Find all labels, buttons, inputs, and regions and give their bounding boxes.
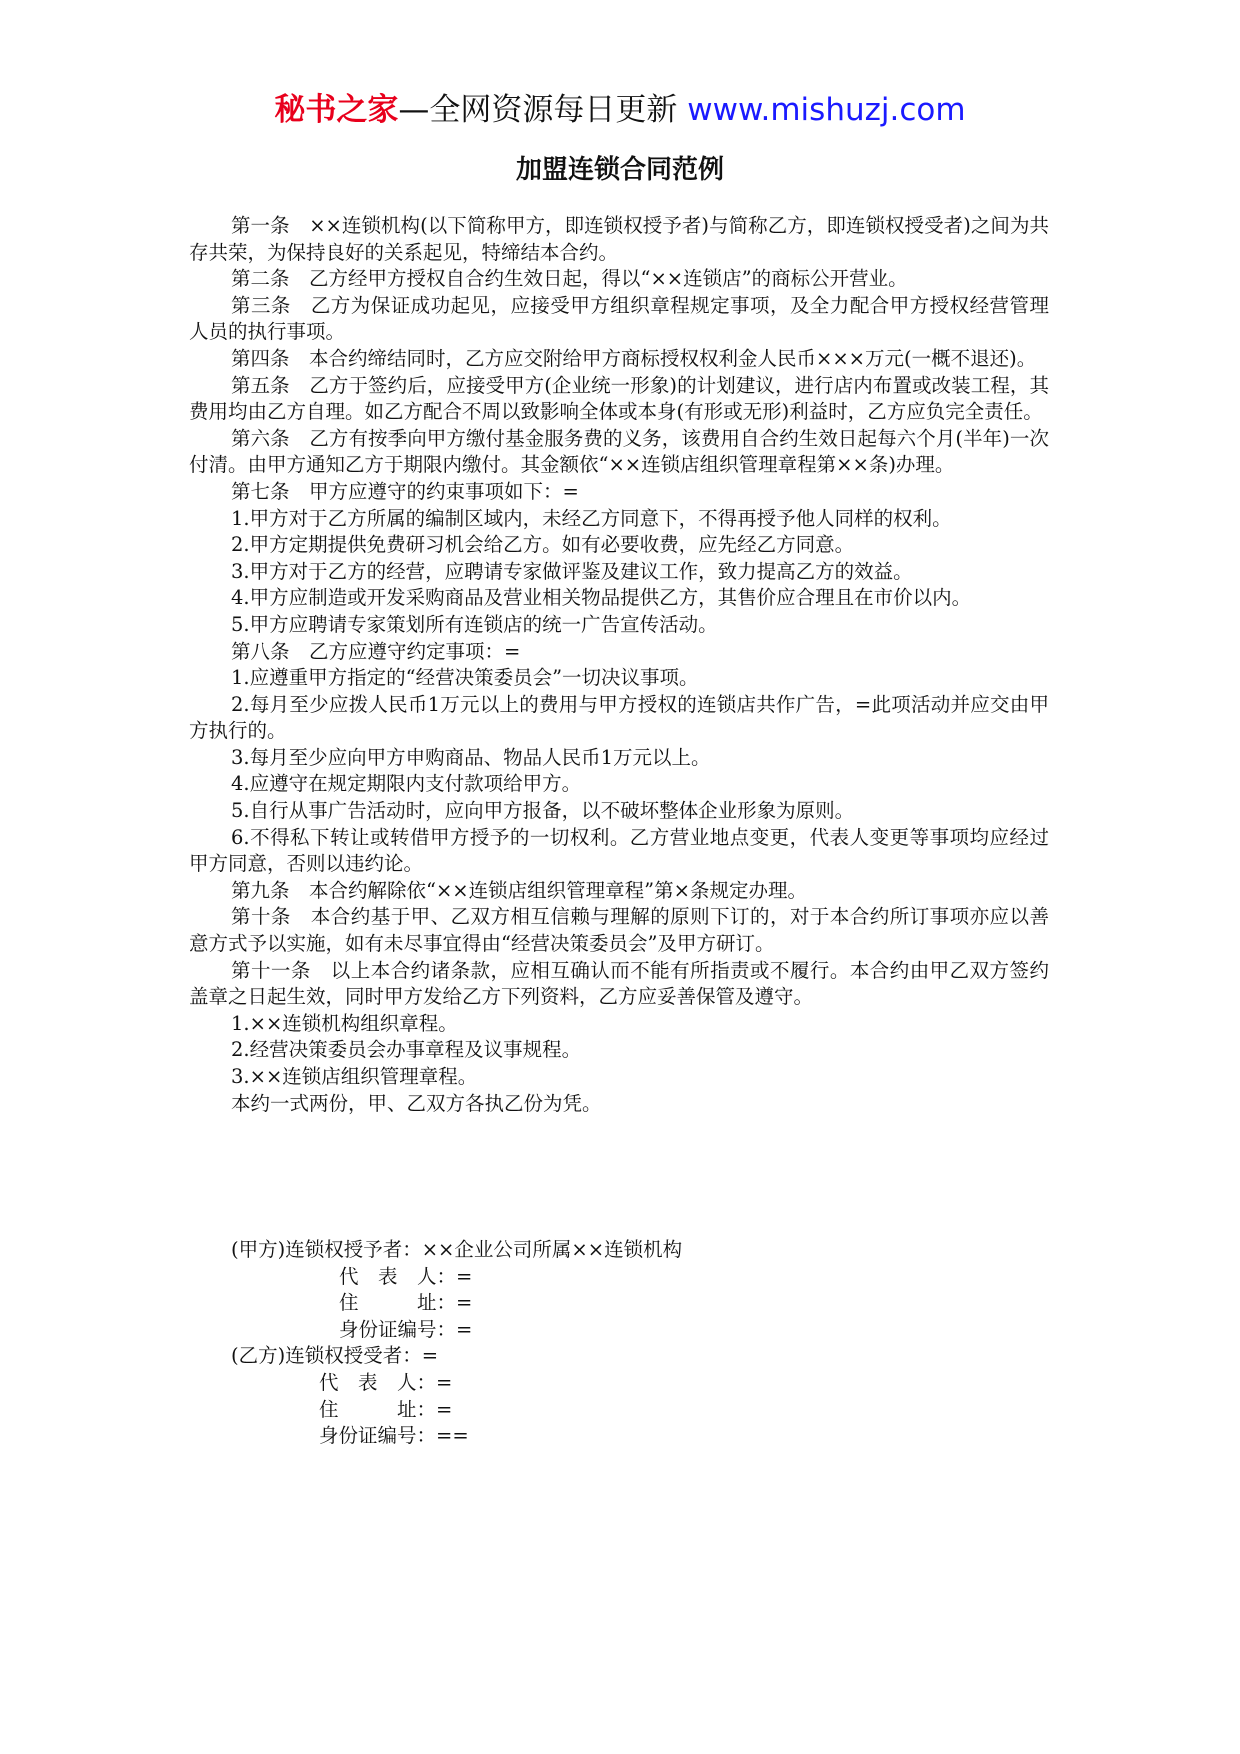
- clause-2: 第二条 乙方经甲方授权自合约生效日起，得以“××连锁店”的商标公开营业。: [231, 267, 908, 291]
- party-b-id-number: 身份证编号：==: [319, 1424, 469, 1448]
- party-b-line: (乙方)连锁权授受者：=: [231, 1344, 439, 1368]
- site-slogan: —全网资源每日更新: [398, 92, 688, 128]
- site-brand: 秘书之家: [274, 92, 399, 128]
- clause-9: 第九条 本合约解除依“××连锁店组织管理章程”第×条规定办理。: [231, 878, 807, 902]
- party-a-id-number: 身份证编号：=: [339, 1317, 473, 1341]
- clause-11-item-2: 2.经营决策委员会办事章程及议事规程。: [231, 1038, 582, 1062]
- clause-10: 第十条 本合约基于甲、乙双方相互信赖与理解的原则下订的，对于本合约所订事项亦应以善意方式予以实施，如有未尽事宜得由“经营决策委员会”及甲方研订。: [189, 905, 1049, 956]
- clause-11-item-3: 3.××连锁店组织管理章程。: [231, 1065, 478, 1088]
- party-b-representative: 代 表 人：=: [319, 1370, 453, 1394]
- clause-11: 第十一条 以上本合约诸条款，应相互确认而不能有所指责或不履行。本合约由甲乙双方签约盖章之日起生效，同时甲方发给乙方下列资料，乙方应妥善保管及遵守。: [189, 958, 1049, 1009]
- party-a-representative: 代 表 人：=: [339, 1264, 473, 1288]
- clause-8-item-3: 3.每月至少应向甲方申购商品、物品人民币1万元以上。: [231, 745, 711, 769]
- clause-8-item-4: 4.应遵守在规定期限内支付款项给甲方。: [231, 772, 582, 796]
- clause-7: 第七条 甲方应遵守的约束事项如下：=: [231, 479, 579, 503]
- document-title: 加盟连锁合同范例: [515, 155, 724, 185]
- clause-7-item-1: 1.甲方对于乙方所属的编制区域内，未经乙方同意下，不得再授予他人同样的权利。: [231, 506, 952, 530]
- clause-1: 第一条 ××连锁机构(以下简称甲方，即连锁权授予者)与简称乙方，即连锁权授受者)之间为共存共荣，为保持良好的关系起见，特缔结本合约。: [189, 214, 1049, 264]
- clause-6: 第六条 乙方有按季向甲方缴付基金服务费的义务，该费用自合约生效日起每六个月(半年)一次付清。由甲方通知乙方于期限内缴付。其金额依“××连锁店组织管理章程第××条)办理。: [189, 426, 1049, 477]
- clause-11-item-1: 1.××连锁机构组织章程。: [231, 1011, 458, 1035]
- clause-5: 第五条 乙方于签约后，应接受甲方(企业统一形象)的计划建议，进行店内布置或改装工程，其费用均由乙方自理。如乙方配合不周以致影响全体或本身(有形或无形)利益时，乙方应负完全责任。: [189, 373, 1049, 424]
- party-a-address: 住 址：=: [339, 1291, 473, 1315]
- clause-3: 第三条 乙方为保证成功起见，应接受甲方组织章程规定事项，及全力配合甲方授权经营管理人员的执行事项。: [189, 293, 1049, 344]
- party-b-address: 住 址：=: [319, 1397, 453, 1421]
- clause-8-item-2: 2.每月至少应拨人民币1万元以上的费用与甲方授权的连锁店共作广告，=此项活动并应交由甲方执行的。: [189, 692, 1049, 743]
- clause-4: 第四条 本合约缔结同时，乙方应交附给甲方商标授权权利金人民币×××万元(一概不退还)。: [231, 346, 1037, 370]
- clause-8: 第八条 乙方应遵守约定事项：=: [231, 639, 521, 663]
- clause-7-item-3: 3.甲方对于乙方的经营，应聘请专家做评鉴及建议工作，致力提高乙方的效益。: [231, 559, 913, 583]
- clause-7-item-5: 5.甲方应聘请专家策划所有连锁店的统一广告宣传活动。: [231, 612, 718, 636]
- party-a-line: (甲方)连锁权授予者：××企业公司所属××连锁机构: [231, 1238, 683, 1261]
- clause-8-item-6: 6.不得私下转让或转借甲方授予的一切权利。乙方营业地点变更，代表人变更等事项均应经过甲方同意，否则以违约论。: [189, 825, 1049, 876]
- site-url-link[interactable]: www.mishuzj.com: [687, 92, 966, 128]
- site-banner: [0, 88, 1240, 132]
- clause-7-item-2: 2.甲方定期提供免费研习机会给乙方。如有必要收费，应先经乙方同意。: [231, 533, 855, 557]
- copies-note: 本约一式两份，甲、乙双方各执乙份为凭。: [231, 1091, 602, 1115]
- contract-body: [189, 213, 1049, 1117]
- clause-7-item-4: 4.甲方应制造或开发采购商品及营业相关物品提供乙方，其售价应合理且在市价以内。: [231, 586, 972, 610]
- signature-block: [231, 1237, 931, 1450]
- clause-8-item-1: 1.应遵重甲方指定的“经营决策委员会”一切决议事项。: [231, 666, 699, 690]
- clause-8-item-5: 5.自行从事广告活动时，应向甲方报备，以不破坏整体企业形象为原则。: [231, 799, 855, 823]
